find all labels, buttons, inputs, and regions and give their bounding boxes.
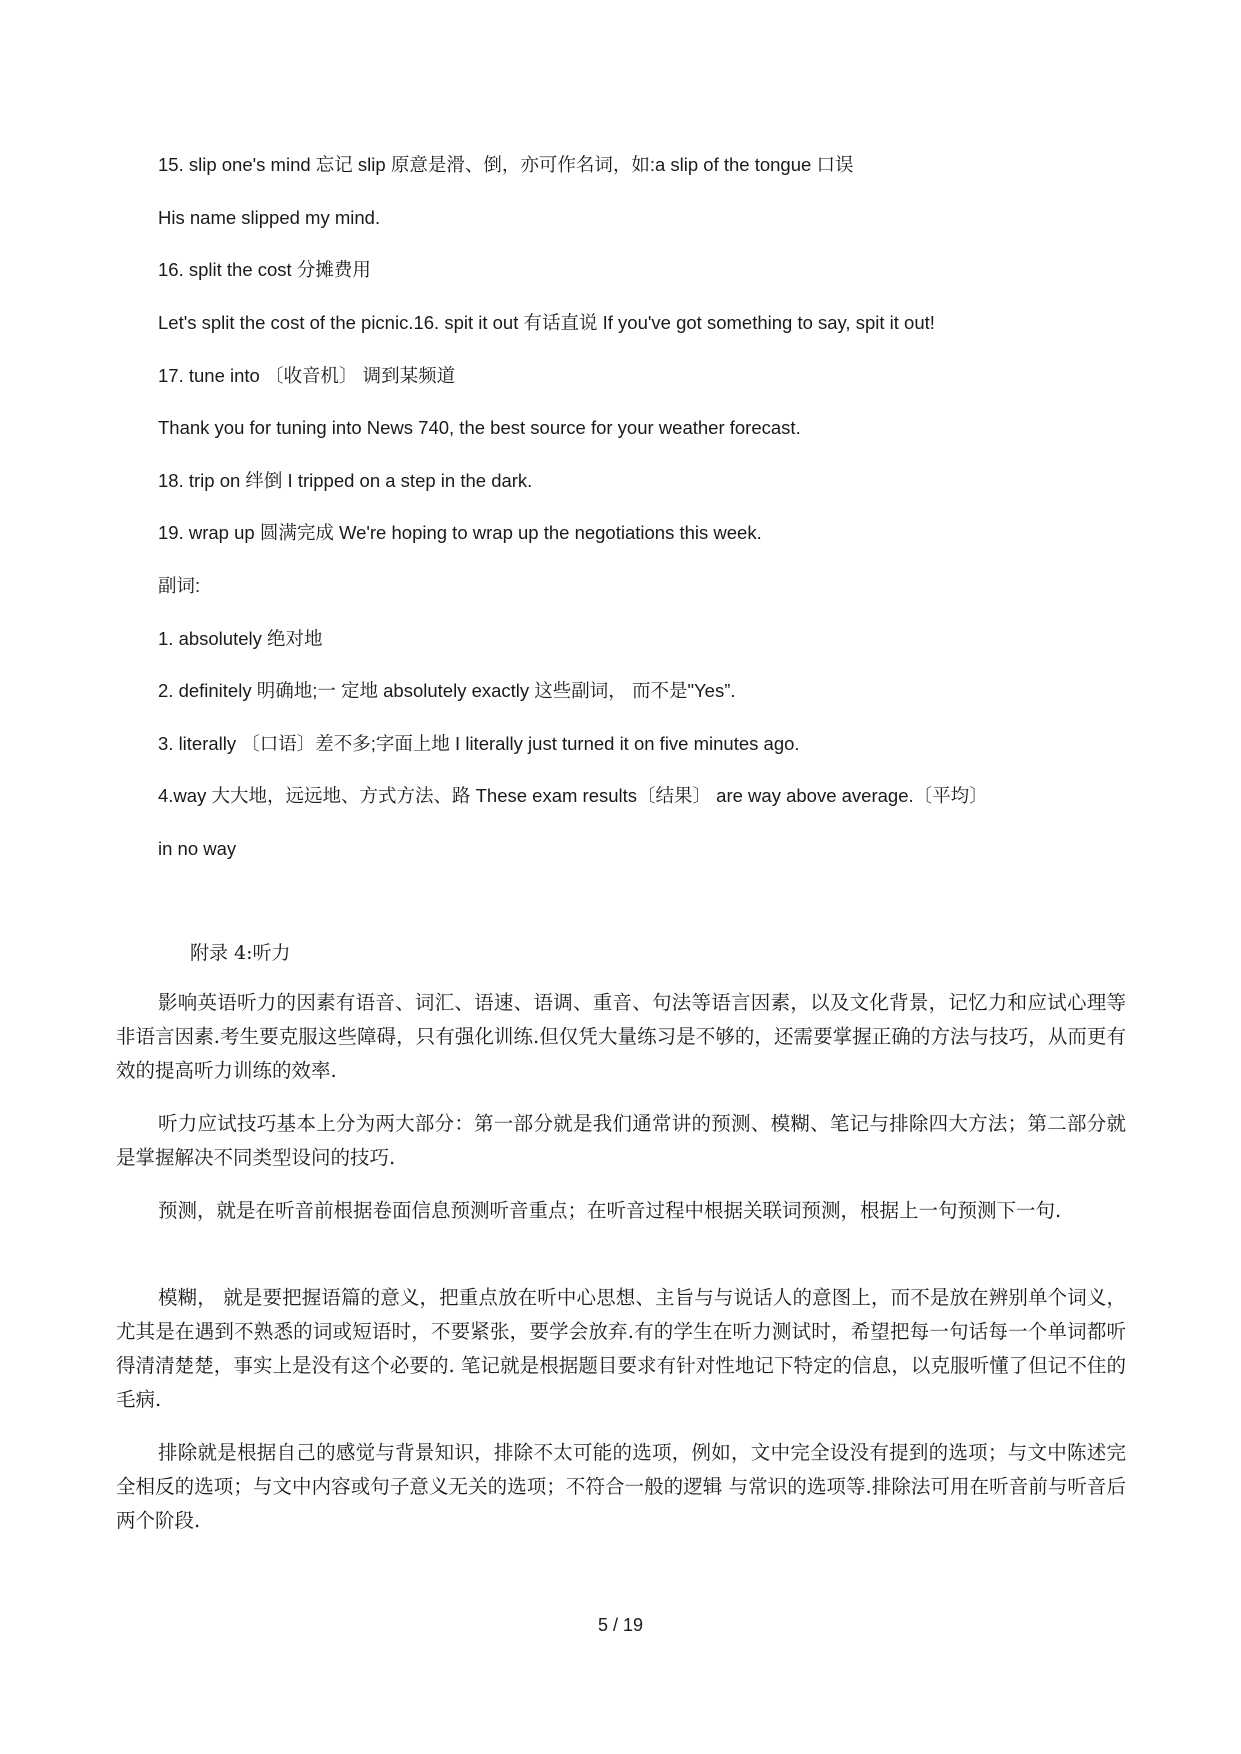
paragraph-factors: 影响英语听力的因素有语音、词汇、语速、语调、重音、句法等语言因素，以及文化背景，记忆力和应试心理等非语言因素.考生要克服这些障碍，只有强化训练.但仅凭大量练习是不够的，还需要掌握正确的方法与技巧，从而更有效的提高听力训练的效率. [116, 991, 1126, 1082]
adverb-entry-2: 2. definitely 明确地;一 定地 absolutely exactly 这些副词， 而不是"Yes”. [158, 680, 736, 701]
phrase-entry-15: 15. slip one's mind 忘记 slip 原意是滑、倒，亦可作名词，如:a slip of the tongue 口误 [158, 154, 854, 175]
adverb-entry-4: 4.way 大大地，远远地、方式方法、路 These exam results〔结果〕 are way above average.〔平均〕 [158, 785, 988, 806]
phrase-entry-16: 16. split the cost 分摊费用 [158, 259, 371, 280]
phrase-entry-18: 18. trip on 绊倒 I tripped on a step in the dark. [158, 470, 533, 491]
adverb-entry-4b: in no way [158, 838, 237, 859]
example-sentence: His name slipped my mind. [158, 207, 381, 228]
page-number: 5 / 19 [597, 1615, 644, 1635]
phrase-entry-16b: Let's split the cost of the picnic.16. spit it out 有话直说 If you've got something to say, spit it out! [158, 312, 935, 333]
paragraph-prediction: 预测，就是在听音前根据卷面信息预测听音重点；在听音过程中根据关联词预测，根据上一句预测下一句. [158, 1199, 1062, 1222]
phrase-entry-17: 17. tune into 〔收音机〕 调到某频道 [158, 365, 456, 386]
adverb-entry-1: 1. absolutely 绝对地 [158, 628, 323, 649]
paragraph-elimination: 排除就是根据自己的感觉与背景知识，排除不太可能的选项，例如，文中完全设没有提到的选项；与文中陈述完全相反的选项；与文中内容或句子意义无关的选项；不符合一般的逻辑 与常识的选项等.排除法可用在听音前与听音后两个阶段. [116, 1441, 1126, 1532]
example-sentence: Thank you for tuning into News 740, the best source for your weather forecast. [158, 417, 801, 438]
section-label-adverbs: 副词: [158, 575, 201, 596]
appendix-heading: 附录 4:听力 [190, 942, 291, 964]
phrase-entry-19: 19. wrap up 圆满完成 We're hoping to wrap up the negotiations this week. [158, 522, 762, 543]
paragraph-techniques: 听力应试技巧基本上分为两大部分：第一部分就是我们通常讲的预测、模糊、笔记与排除四大方法；第二部分就是掌握解决不同类型设问的技巧. [116, 1112, 1126, 1169]
adverb-entry-3: 3. literally 〔口语〕差不多;字面上地 I literally just turned it on five minutes ago. [158, 733, 800, 754]
paragraph-fuzziness: 模糊， 就是要把握语篇的意义，把重点放在听中心思想、主旨与与说话人的意图上，而不是放在辨别单个词义，尤其是在遇到不熟悉的词或短语时，不要紧张，要学会放弃.有的学生在听力测试时，希望把每一句话每一个单词都听得清清楚楚，事实上是没有这个必要的. 笔记就是根据题目要求有针对性地记下特定的信息，以克服听懂了但记不住的毛病. [116, 1286, 1126, 1411]
